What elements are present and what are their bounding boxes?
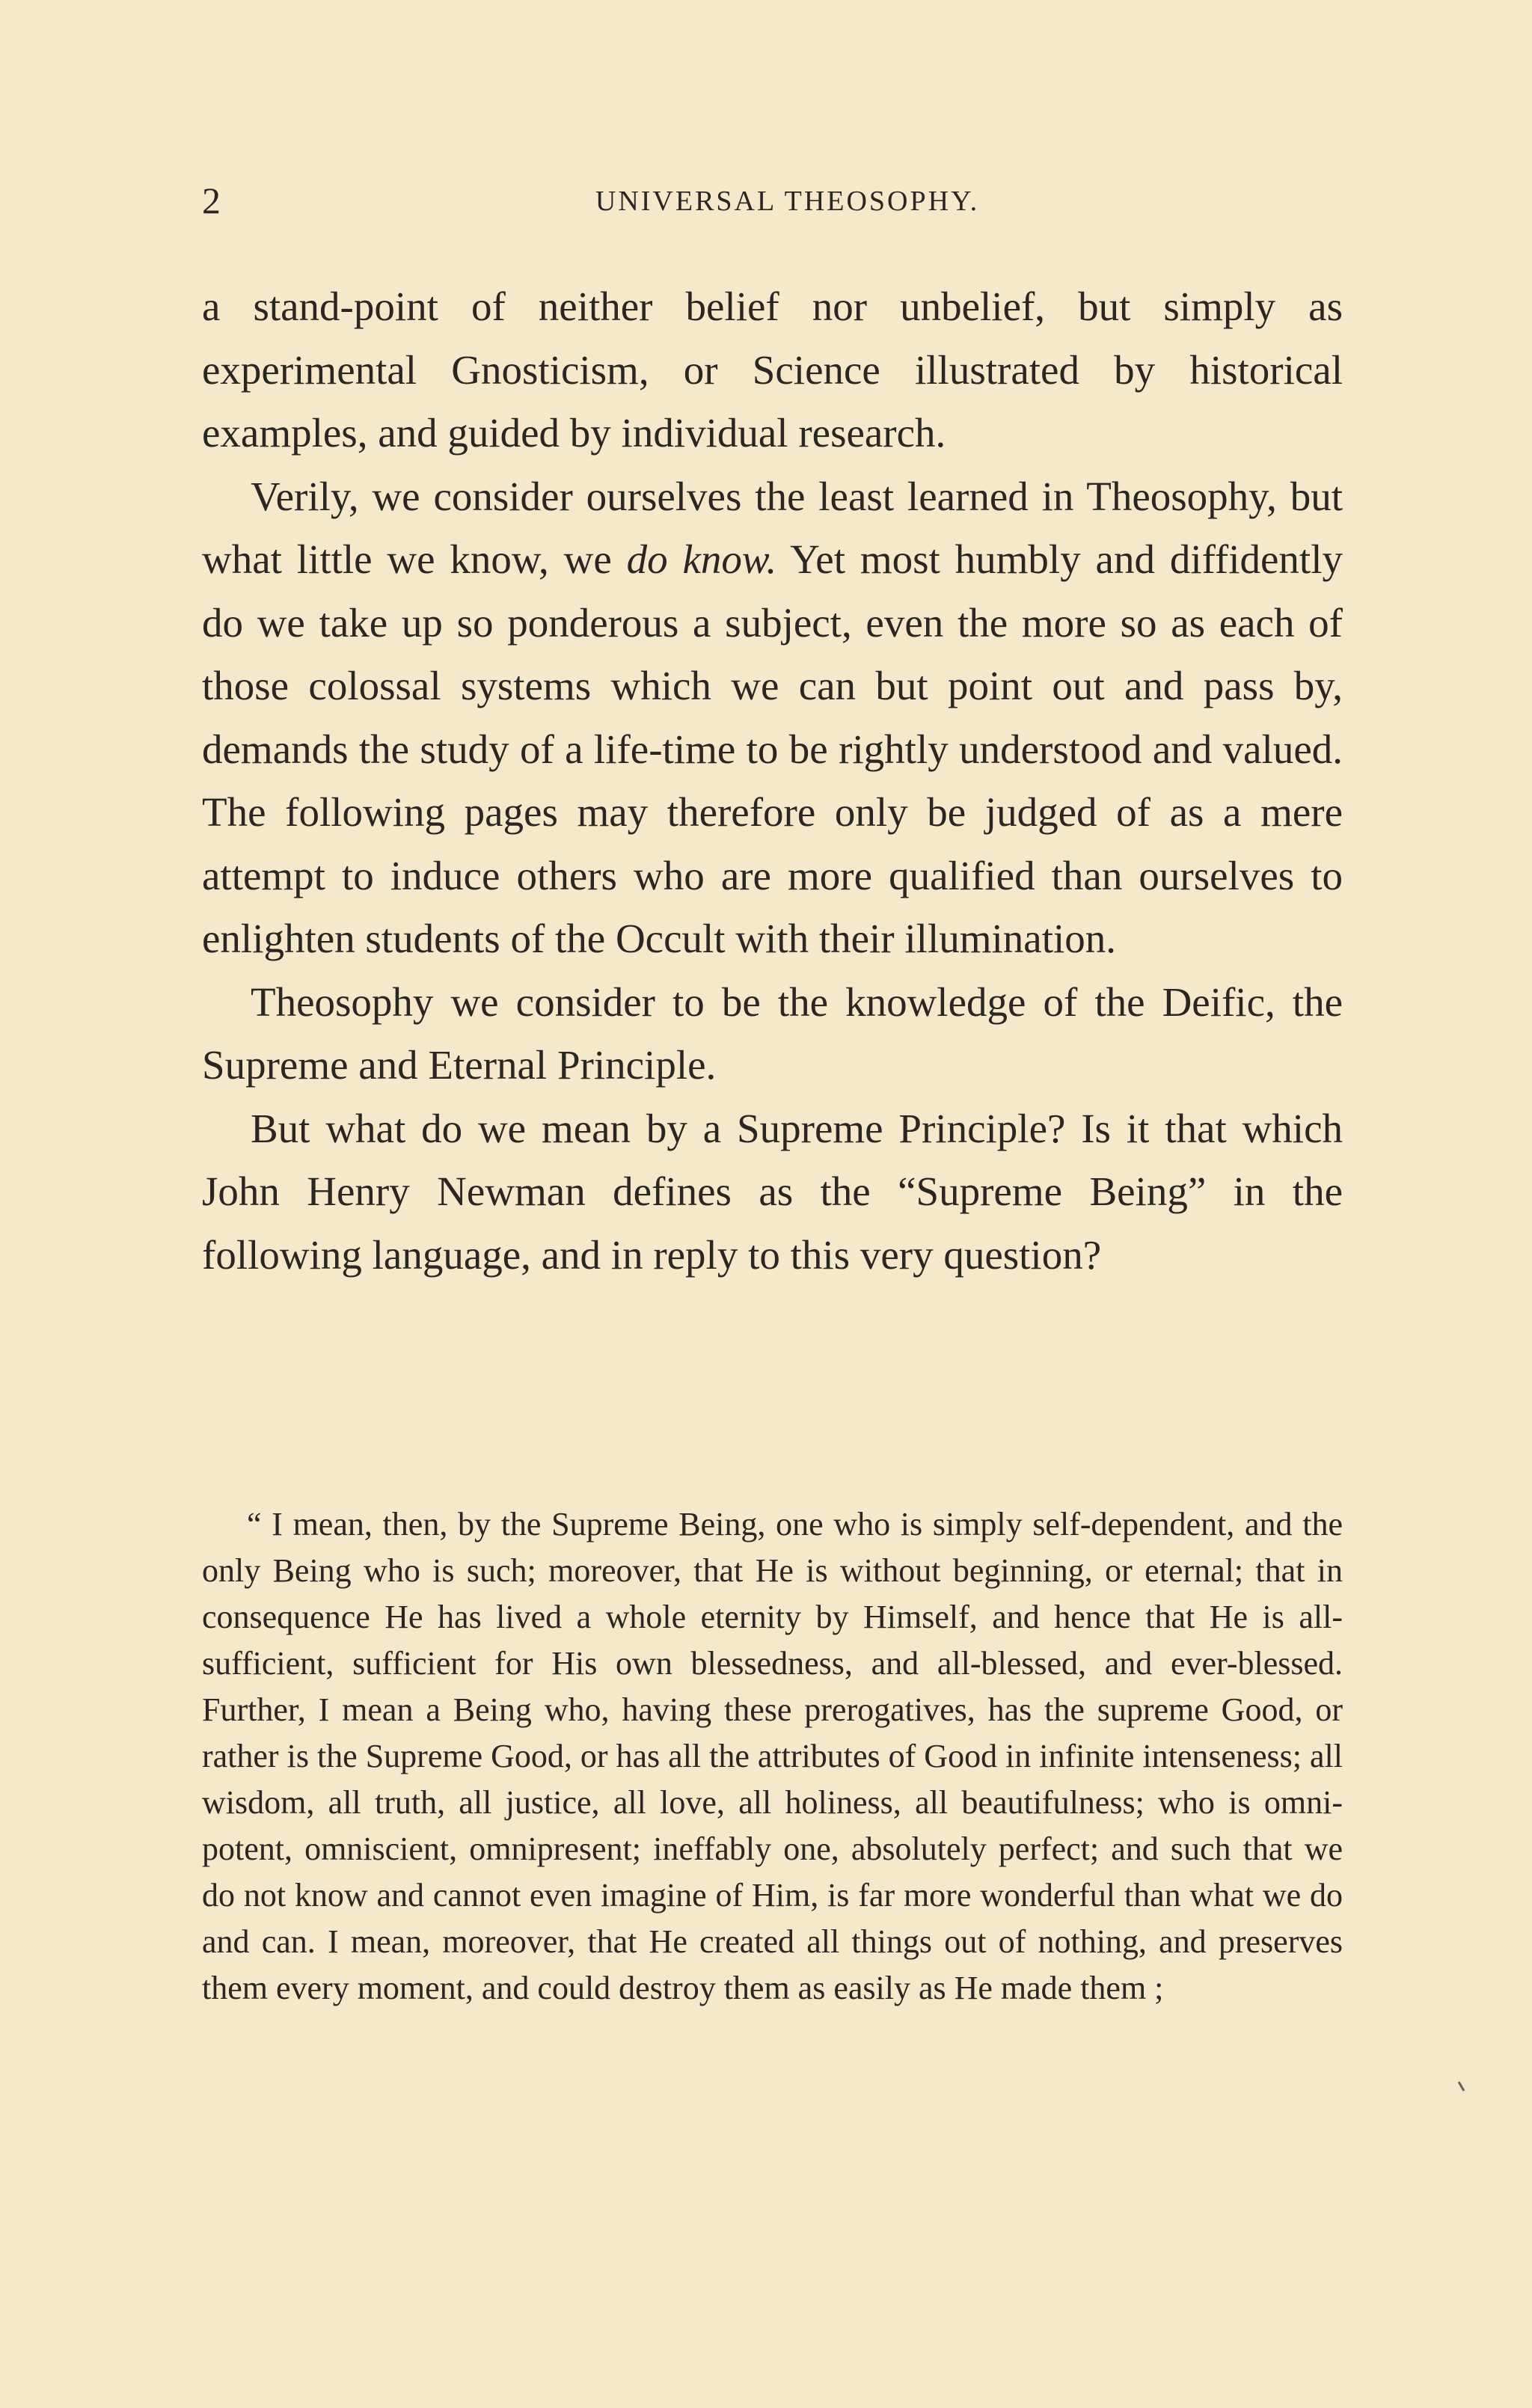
paragraph-continued: a stand-point of neither belief nor unbelief, but simply as experimental Gnosticism, or Science illustrated by historical examples, and guided by individual research. [202, 284, 1343, 456]
paragraph-verily-start: Verily, we consider ourselves the least learned in Theosophy, but what little we know, we [202, 473, 1343, 582]
newman-quotation: “ I mean, then, by the Supreme Being, one who is simply self-dependent, and the only Being who is such; moreover, that He is without beginning, or eternal; that in consequence He has lived a whole eternity by Himself, and hence that He is all-sufficient, sufficient for His own blessedness, and all-blessed, and ever-blessed. Further, I mean a Being who, having these prerogatives, has the supreme Good, or rather is the Supreme Good, or has all the attributes of Good in infinite intenseness; all wisdom, all truth, all justice, all love, all holiness, all beautifulness; who is omnipotent, omniscient, omnipresent; ineffably one, absolutely perfect; and such that we do not know and cannot even imagine of Him, is far more wonderful than what we do and can. I mean, moreover, that He created all things out of nothing, and preserves them every moment, and could destroy them as easily as He made them ; [202, 1506, 1343, 2006]
body-text [202, 275, 1343, 1287]
page-number: 2 [202, 180, 221, 221]
italic-emphasis: do know. [626, 536, 777, 582]
paragraph-supreme-principle: But what do we mean by a Supreme Principle? Is it that which John Henry Newman defines as the “Supreme Being” in the following language, and in reply to this very question? [202, 1105, 1343, 1278]
paragraph-verily [202, 465, 1343, 971]
paragraph-verily-end: Yet most humbly and diffidently do we take up so ponderous a subject, even the more so as each of those colossal systems which we can but point out and pass by, demands the study of a life-time to be rightly understood and valued. The following pages may therefore only be judged of as a mere attempt to induce others who are more qualified than ourselves to enlighten students of the Occult with their illumination. [202, 536, 1343, 961]
page-header [202, 178, 1343, 230]
page-speck [1458, 2081, 1465, 2092]
block-quote [202, 1501, 1343, 2012]
running-head: UNIVERSAL THEOSOPHY. [595, 186, 980, 217]
paragraph-theosophy-definition: Theosophy we consider to be the knowledge of the Deific, the Supreme and Eternal Principle. [202, 978, 1343, 1088]
